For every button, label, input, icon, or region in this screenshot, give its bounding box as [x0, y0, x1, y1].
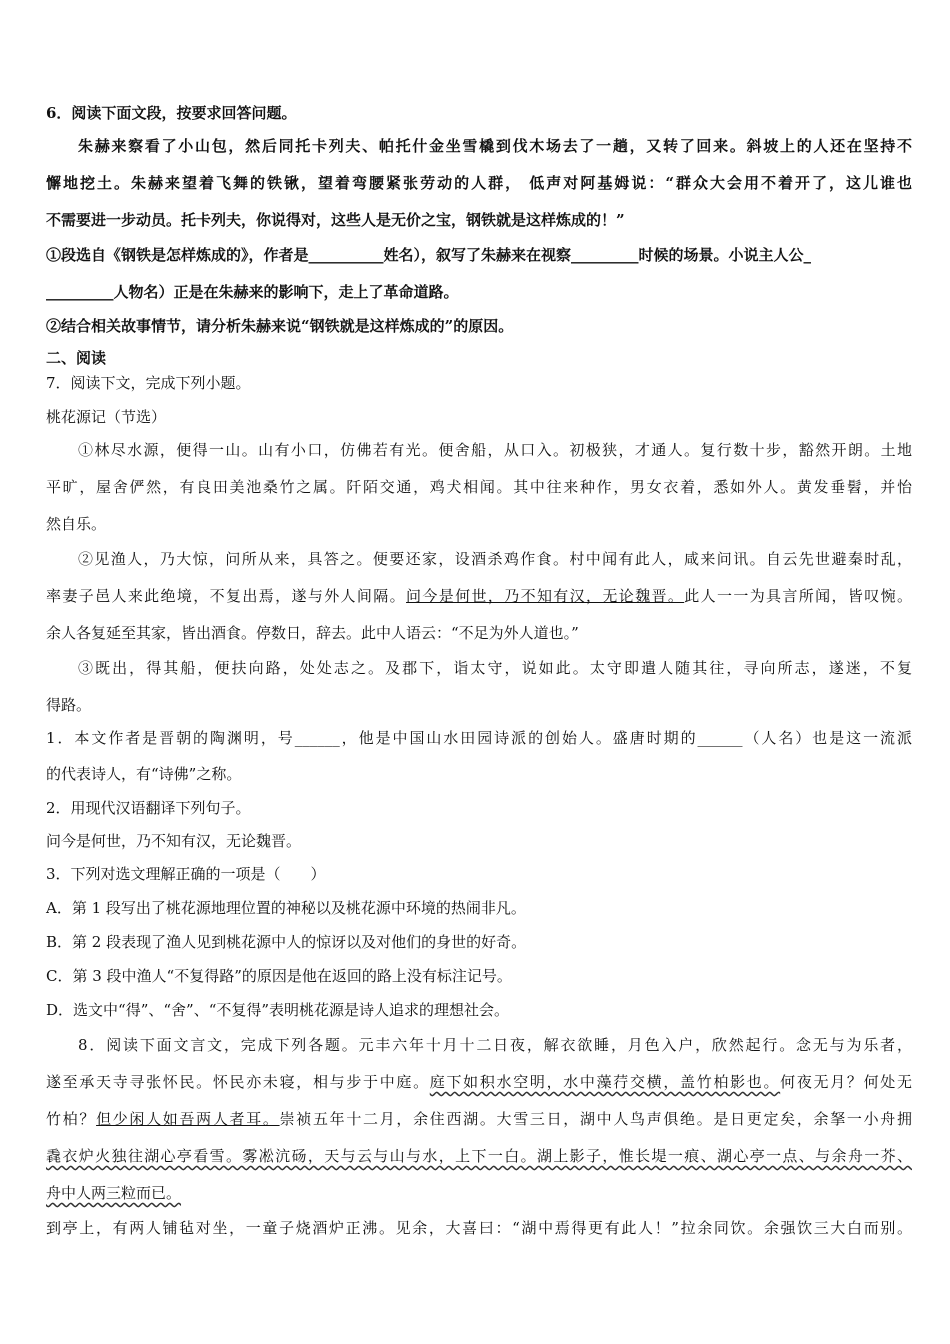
q7-option-b[interactable]: B．第 2 段表现了渔人见到桃花源中人的惊讶以及对他们的身世的好奇。: [46, 933, 527, 951]
q7-p1-line: 然自乐。: [46, 515, 107, 533]
q6-sub2: ②结合相关故事情节，请分析朱赫来说“钢铁就是这样炼成的”的原因。: [46, 317, 514, 335]
q7-p3-line: ③既出，得其船，便扶向路，处处志之。及郡下，诣太守，说如此。太守即遣人随其往，寻向所志，遂迷，不复: [78, 659, 912, 677]
answer-blank-hao[interactable]: ______: [294, 729, 340, 747]
answer-blank-scene[interactable]: _________: [571, 246, 639, 264]
q8-underlined-text: 但少闲人如吾两人者耳。: [96, 1110, 280, 1128]
q7-sub1-text: （人名）也是这一流派: [742, 729, 912, 747]
q8-text: 竹柏？: [46, 1110, 97, 1128]
q7-p2-line: [46, 586, 912, 606]
answer-blank-protagonist[interactable]: _: [803, 246, 812, 264]
q7-p2-text: 率妻子邑人来此绝境，不复出焉，遂与外人间隔。: [46, 587, 407, 605]
q7-source-title: 桃花源记（节选）: [46, 408, 167, 426]
q8-wavy-underlined-text: 庭下如积水空明，水中藻荇交横，盖竹柏影也。: [429, 1073, 781, 1091]
q6-sub1-cont: [46, 282, 912, 302]
section-heading: 二、阅读: [46, 349, 107, 367]
q7-p2-text: 此人一一为具言所闻，皆叹惋。: [684, 587, 912, 605]
q7-p2-line: ②见渔人，乃大惊，问所从来，具答之。便要还家，设酒杀鸡作食。村中闻有此人，咸来问讯。自云先世避秦时乱，: [78, 550, 912, 568]
q8-line: [46, 1146, 912, 1166]
answer-blank-protagonist-cont[interactable]: _________: [46, 283, 114, 301]
q7-title: 7．阅读下文，完成下列小题。: [46, 374, 251, 392]
q6-passage-line: 朱赫来察看了小山包，然后同托卡列夫、帕托什金坐雪橇到伐木场去了一趟，又转了回来。斜坡上的人还在坚持不: [78, 137, 912, 155]
q7-sub2: 2．用现代汉语翻译下列句子。: [46, 799, 251, 817]
q6-sub1-text: 时候的场景。小说主人公: [638, 246, 804, 264]
q8-text: 遂至承天寺寻张怀民。怀民亦未寝，相与步于中庭。: [46, 1073, 430, 1091]
q8-line: 8．阅读下面文言文，完成下列各题。元丰六年十月十二日夜，解衣欲睡，月色入户，欣然起行。念无与为乐者，: [78, 1036, 912, 1054]
q7-p3-line: 得路。: [46, 696, 92, 714]
q8-line: [46, 1183, 912, 1203]
q6-passage-line: 懈地挖土。朱赫来望着飞舞的铁锹，望着弯腰紧张劳动的人群， 低声对阿基姆说：“群众大会用不着开了，这儿谁也: [46, 174, 912, 192]
q8-line: [46, 1109, 912, 1129]
q7-sub1: [46, 728, 912, 748]
q6-sub1-text: ①段选自《钢铁是怎样炼成的》，作者是: [46, 246, 309, 264]
q7-p1-line: 平旷，屋舍俨然，有良田美池桑竹之属。阡陌交通，鸡犬相闻。其中往来种作，男女衣着，悉如外人。黄发垂髫，并怡: [46, 478, 912, 496]
q8-line: 到亭上，有两人铺毡对坐，一童子烧酒炉正沸。见余，大喜曰：“湖中焉得更有此人！”拉余同饮。余强饮三大白而别。: [46, 1219, 912, 1237]
q7-option-c[interactable]: C．第 3 段中渔人“不复得路”的原因是他在返回的路上没有标注记号。: [46, 967, 512, 985]
q7-sub1-text: ，他是中国山水田园诗派的创始人。盛唐时期的: [339, 729, 698, 747]
q8-text: 何夜无月？何处无: [780, 1073, 912, 1091]
q6-title: 6．阅读下面文段，按要求回答问题。: [46, 104, 297, 122]
q6-sub1-text: 姓名），叙写了朱赫来在视察: [383, 246, 572, 264]
q7-sub3: 3．下列对选文理解正确的一项是（ ）: [46, 865, 326, 883]
q7-p2-line: 余人各复延至其家，皆出酒食。停数日，辞去。此中人语云：“不足为外人道也。”: [46, 624, 579, 642]
q7-option-a[interactable]: A．第 1 段写出了桃花源地理位置的神秘以及桃花源中环境的热闹非凡。: [46, 899, 526, 917]
q6-sub1: [46, 245, 912, 265]
q7-p1-line: ①林尽水源，便得一山。山有小口，仿佛若有光。便舍船，从口入。初极狭，才通人。复行数十步，豁然开朗。土地: [78, 441, 912, 459]
q6-passage-line: 不需要进一步动员。托卡列夫，你说得对，这些人是无价之宝，钢铁就是这样炼成的！”: [46, 211, 625, 229]
q7-sub2-sentence: 问今是何世，乃不知有汉，无论魏晋。: [46, 832, 302, 850]
answer-blank-poet[interactable]: ______: [697, 729, 743, 747]
q7-sub1-cont: 的代表诗人，有“诗佛”之称。: [46, 765, 242, 783]
q8-wavy-underlined-text: 舟中人两三粒而已。: [46, 1184, 182, 1202]
q8-line: [46, 1072, 912, 1092]
q8-wavy-underlined-text: 毳衣炉火独往湖心亭看雪。雾凇沆砀，天与云与山与水，上下一白。湖上影子，惟长堤一痕、湖心亭一点、与余舟一芥、: [46, 1147, 912, 1165]
q7-underlined-sentence: 问今是何世，乃不知有汉，无论魏晋。: [406, 587, 685, 605]
q7-sub1-text: 1．本文作者是晋朝的陶渊明，号: [46, 729, 295, 747]
q7-option-d[interactable]: D．选文中“得”、“舍”、“不复得”表明桃花源是诗人追求的理想社会。: [46, 1001, 510, 1019]
answer-blank-author[interactable]: __________: [308, 246, 384, 264]
q8-text: 崇祯五年十二月，余住西湖。大雪三日，湖中人鸟声俱绝。是日更定矣，余拏一小舟拥: [279, 1110, 912, 1128]
q6-sub1-text: 人物名）正是在朱赫来的影响下，走上了革命道路。: [113, 283, 459, 301]
